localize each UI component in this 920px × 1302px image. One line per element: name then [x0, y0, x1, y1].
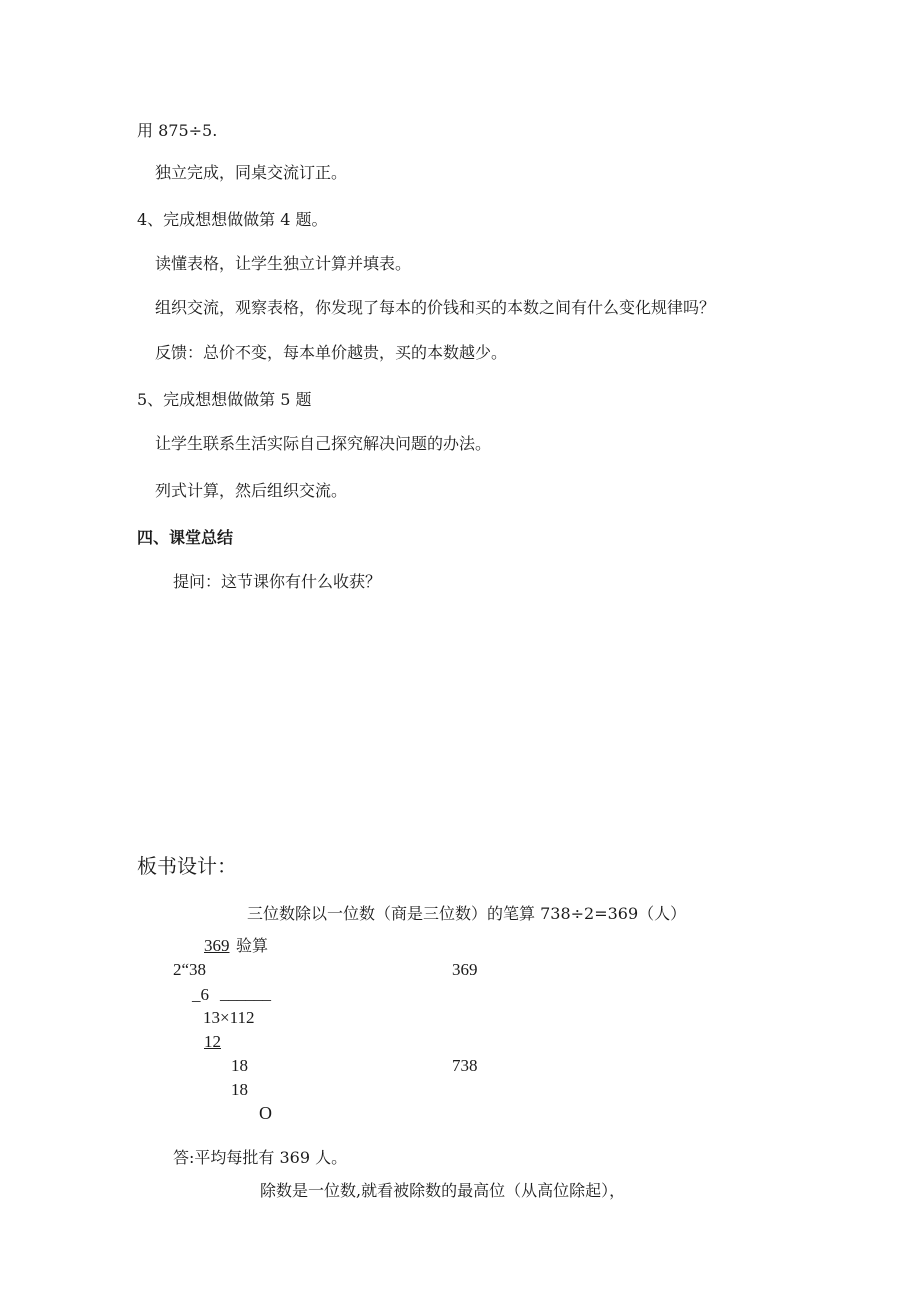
quotient: 369 — [204, 936, 230, 955]
board-title: 三位数除以一位数（商是三位数）的笔算 738÷2=369（人） — [247, 904, 687, 923]
text-line: 独立完成，同桌交流订正。 — [155, 163, 348, 182]
check-product: 738 — [452, 1056, 478, 1075]
text-line: 组织交流，观察表格，你发现了每本的价钱和买的本数之间有什么变化规律吗？ — [155, 298, 716, 317]
text-line: 用 875÷5. — [137, 121, 218, 140]
section-heading-summary: 四、课堂总结 — [137, 528, 234, 547]
summary-question: 提问：这节课你有什么收获？ — [173, 572, 382, 591]
step-5-heading: 5、完成想想做做第 5 题 — [137, 390, 312, 409]
text-line: 列式计算，然后组织交流。 — [155, 481, 348, 500]
check-label: 验算 — [236, 936, 269, 955]
division-line: ______ — [220, 984, 271, 1003]
check-multiplicand: 369 — [452, 960, 478, 979]
step-4-heading: 4、完成想想做做第 4 题。 — [137, 210, 328, 229]
rule-note: 除数是一位数,就看被除数的最高位（从高位除起）， — [260, 1181, 626, 1200]
text-line: 反馈：总价不变，每本单价越贵，买的本数越少。 — [155, 343, 508, 362]
division-row: 12 — [204, 1032, 221, 1051]
text-line: 让学生联系生活实际自己探究解决问题的办法。 — [155, 434, 492, 453]
subtraction-1: _6 — [192, 985, 209, 1004]
division-row: 18 — [231, 1056, 248, 1075]
answer-line: 答:平均每批有 369 人。 — [173, 1148, 348, 1167]
dividend-row: 2“38 — [173, 960, 207, 979]
remainder: O — [259, 1103, 272, 1123]
text-line: 读懂表格，让学生独立计算并填表。 — [155, 254, 412, 273]
division-row: 18 — [231, 1080, 248, 1099]
division-row: 13×112 — [203, 1008, 255, 1027]
board-design-heading: 板书设计： — [137, 854, 237, 878]
